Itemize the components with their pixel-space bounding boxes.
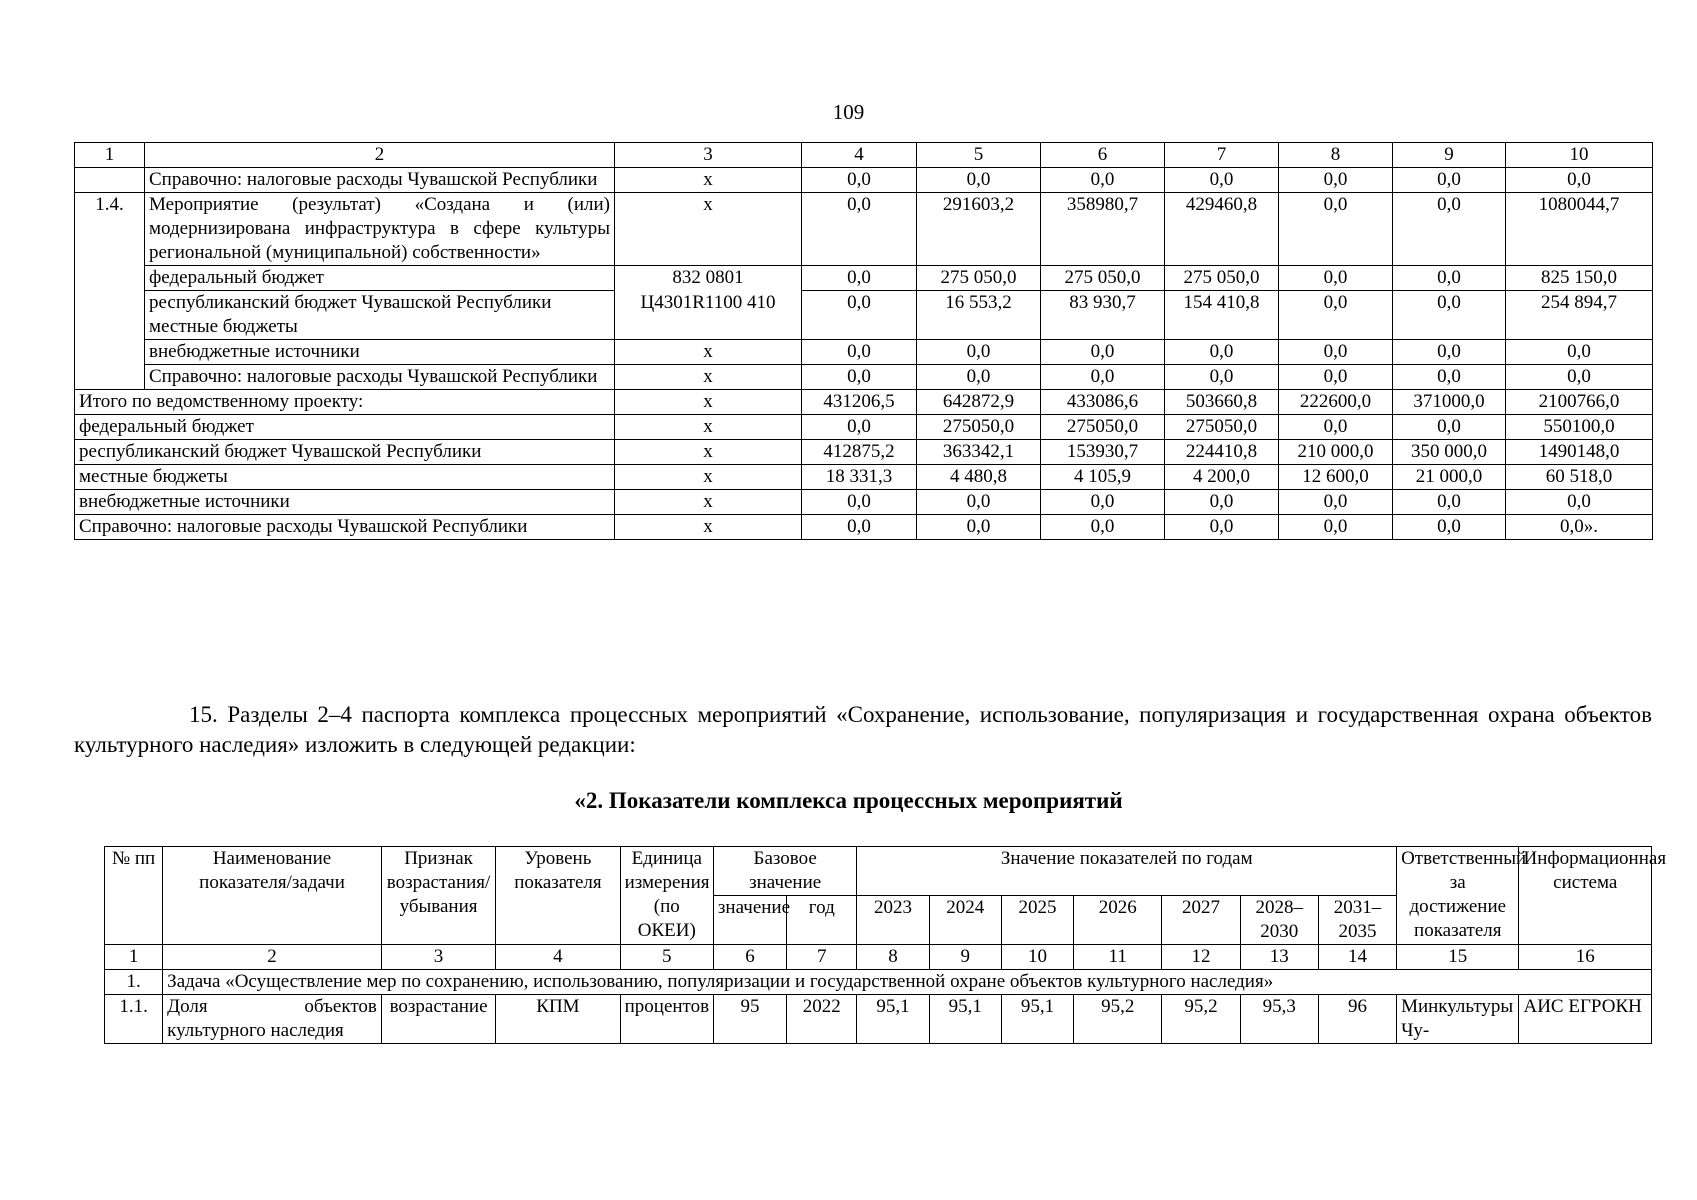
cell-value: 0,0 [1393,340,1506,365]
column-numbers-row [105,945,1652,970]
col-number: 4 [802,143,917,168]
cell-value: 16 553,2 [917,291,1041,340]
cell-value: 4 105,9 [1041,465,1165,490]
cell-value: 275 050,0 [1041,266,1165,291]
indicator-value: 95,1 [857,995,929,1044]
row-code: Ц4301R1100 410 [615,291,802,340]
header-year: 2024 [929,896,1001,945]
indicator-number: 1.1. [105,995,163,1044]
cell-value: 0,0 [1165,365,1279,390]
indicator-info-system: АИС ЕГРОКН [1519,995,1652,1044]
cell-value: 0,0 [1041,168,1165,193]
cell-value: 275 050,0 [1165,266,1279,291]
total-name: местные бюджеты [75,465,615,490]
indicator-row [105,995,1652,1044]
col-number: 3 [381,945,495,970]
cell-value: 0,0 [1279,515,1393,540]
cell-value: 0,0 [1393,193,1506,266]
cell-value: 0,0 [1506,168,1653,193]
cell-value: 0,0 [1279,168,1393,193]
col-number: 15 [1397,945,1519,970]
indicator-sign: возрастание [381,995,495,1044]
col-number: 3 [615,143,802,168]
cell-value: 224410,8 [1165,440,1279,465]
cell-value: 18 331,3 [802,465,917,490]
row-name: внебюджетные источники [145,340,615,365]
cell-value: 0,0 [1165,515,1279,540]
total-name: федеральный бюджет [75,415,615,440]
col-number: 8 [1279,143,1393,168]
cell-value: 363342,1 [917,440,1041,465]
cell-value: 0,0 [802,291,917,340]
col-number: 9 [1393,143,1506,168]
cell-value: 358980,7 [1041,193,1165,266]
cell-value: 0,0 [1279,490,1393,515]
col-number: 2 [163,945,382,970]
header-base-year: год [787,896,857,945]
header-base-value: значение [713,896,786,945]
row-name-part: местные бюджеты [149,316,298,337]
total-row [75,390,1653,415]
col-number: 6 [1041,143,1165,168]
row-name: Мероприятие (результат) «Создана и (или) модернизирована инфраструктура в сфере культуры региональной (муниципальной) собственности» [145,193,615,266]
cell-value: 0,0 [1279,266,1393,291]
cell-value: 0,0 [1165,340,1279,365]
header-year: 2031–2035 [1318,896,1396,945]
row-name: Справочно: налоговые расходы Чувашской Республики [145,168,615,193]
indicator-value: 95,1 [1001,995,1073,1044]
cell-value: 0,0». [1506,515,1653,540]
row-code: х [615,440,802,465]
budget-table [74,142,1653,540]
section-heading: «2. Показатели комплекса процессных мероприятий [574,788,1123,813]
indicator-value: 95,2 [1074,995,1162,1044]
cell-value: 4 200,0 [1165,465,1279,490]
row-code: х [615,390,802,415]
total-name: республиканский бюджет Чувашской Республики [75,440,615,465]
indicator-base-value: 95 [713,995,786,1044]
cell-value: 0,0 [1393,365,1506,390]
cell-value: 154 410,8 [1165,291,1279,340]
col-number: 10 [1506,143,1653,168]
header-level: Уровень показателя [496,847,620,945]
cell-value: 371000,0 [1393,390,1506,415]
cell-value: 431206,5 [802,390,917,415]
table-row [75,266,1653,291]
total-row [75,490,1653,515]
cell-value: 83 930,7 [1041,291,1165,340]
cell-value: 222600,0 [1279,390,1393,415]
col-number: 11 [1074,945,1162,970]
total-name: Итого по ведомственному проекту: [75,390,615,415]
cell-value: 1080044,7 [1506,193,1653,266]
cell-value: 642872,9 [917,390,1041,415]
col-number: 12 [1162,945,1240,970]
total-row [75,415,1653,440]
cell-value: 429460,8 [1165,193,1279,266]
cell-value: 0,0 [1041,365,1165,390]
page-number: 109 [832,100,865,124]
row-number [75,168,145,193]
indicator-unit: процентов [620,995,713,1044]
table-row [75,365,1653,390]
row-code: х [615,515,802,540]
cell-value: 2100766,0 [1506,390,1653,415]
cell-value: 0,0 [1165,490,1279,515]
col-number: 6 [713,945,786,970]
header-years: Значение показателей по годам [857,847,1397,896]
row-name: Справочно: налоговые расходы Чувашской Республики [145,365,615,390]
col-number: 8 [857,945,929,970]
header-sign: Признак возрастания/убывания [381,847,495,945]
header-unit: Единица измерения (по ОКЕИ) [620,847,713,945]
cell-value: 0,0 [917,340,1041,365]
header-info-system: Информационная система [1519,847,1652,945]
col-number: 14 [1318,945,1396,970]
budget-table-header-row [75,143,1653,168]
cell-value: 0,0 [1041,490,1165,515]
row-code: х [615,340,802,365]
cell-value: 0,0 [1279,291,1393,340]
cell-value: 275050,0 [1165,415,1279,440]
cell-value: 550100,0 [1506,415,1653,440]
cell-value: 0,0 [802,490,917,515]
indicators-table [104,846,1667,1044]
total-row [75,440,1653,465]
row-number: 1.4. [75,193,145,390]
cell-value: 0,0 [1506,340,1653,365]
indicator-level: КПМ [496,995,620,1044]
cell-value: 412875,2 [802,440,917,465]
indicator-name: Доля объектов культурного наследия [163,995,382,1044]
row-code: х [615,465,802,490]
cell-value: 0,0 [1165,168,1279,193]
cell-value: 275 050,0 [917,266,1041,291]
header-name: Наименование показателя/задачи [163,847,382,945]
row-name-part: республиканский бюджет Чувашской Республики [149,292,552,313]
cell-value: 0,0 [1393,415,1506,440]
col-number: 10 [1001,945,1073,970]
total-row [75,515,1653,540]
cell-value: 0,0 [1279,193,1393,266]
cell-value: 433086,6 [1041,390,1165,415]
cell-value: 0,0 [917,490,1041,515]
row-code: 832 0801 [615,266,802,291]
cell-value: 0,0 [1393,266,1506,291]
total-name: Справочно: налоговые расходы Чувашской Республики [75,515,615,540]
table-row [75,291,1653,340]
cell-value: 0,0 [1506,490,1653,515]
indicator-value: 96 [1318,995,1396,1044]
row-code: х [615,168,802,193]
table-row [75,340,1653,365]
indicator-responsible: Минкультуры Чу- [1397,995,1519,1044]
task-row [105,970,1652,995]
cell-value: 0,0 [1041,340,1165,365]
row-code: х [615,193,802,266]
cell-value: 0,0 [1041,515,1165,540]
cell-value: 0,0 [802,415,917,440]
indicator-value: 95,2 [1162,995,1240,1044]
col-number: 4 [496,945,620,970]
cell-value: 0,0 [1506,365,1653,390]
row-code: х [615,490,802,515]
cell-value: 0,0 [802,365,917,390]
cell-value: 0,0 [802,340,917,365]
cell-value: 350 000,0 [1393,440,1506,465]
row-code: х [615,415,802,440]
col-number: 5 [620,945,713,970]
cell-value: 60 518,0 [1506,465,1653,490]
cell-value: 825 150,0 [1506,266,1653,291]
cell-value: 291603,2 [917,193,1041,266]
col-number: 7 [1165,143,1279,168]
indicator-base-year: 2022 [787,995,857,1044]
task-text: Задача «Осуществление мер по сохранению, использованию, популяризации и государственной охране объектов культурного наследия» [163,970,1652,995]
header-responsible: Ответственный за достижение показателя [1397,847,1519,945]
header-year: 2027 [1162,896,1240,945]
row-code: х [615,365,802,390]
cell-value: 0,0 [802,168,917,193]
task-number: 1. [105,970,163,995]
cell-value: 275050,0 [1041,415,1165,440]
cell-value: 0,0 [1393,291,1506,340]
indicator-value: 95,1 [929,995,1001,1044]
cell-value: 1490148,0 [1506,440,1653,465]
col-number: 5 [917,143,1041,168]
cell-value: 12 600,0 [1279,465,1393,490]
col-number: 7 [787,945,857,970]
header-base: Базовое значение [713,847,856,896]
row-name [145,291,615,340]
indicator-value: 95,3 [1240,995,1318,1044]
table-row [75,168,1653,193]
cell-value: 0,0 [802,266,917,291]
cell-value: 0,0 [1279,365,1393,390]
table-row [75,193,1653,266]
cell-value: 0,0 [917,515,1041,540]
cell-value: 21 000,0 [1393,465,1506,490]
total-row [75,465,1653,490]
cell-value: 0,0 [917,365,1041,390]
cell-value: 153930,7 [1041,440,1165,465]
col-number: 2 [145,143,615,168]
col-number: 1 [105,945,163,970]
cell-value: 0,0 [1393,490,1506,515]
header-num: № пп [105,847,163,945]
cell-value: 0,0 [1279,415,1393,440]
total-name: внебюджетные источники [75,490,615,515]
cell-value: 0,0 [1393,515,1506,540]
cell-value: 0,0 [917,168,1041,193]
header-year: 2023 [857,896,929,945]
cell-value: 0,0 [1393,168,1506,193]
indicators-header-row [105,847,1652,896]
header-year: 2026 [1074,896,1162,945]
cell-value: 0,0 [1279,340,1393,365]
header-year: 2028–2030 [1240,896,1318,945]
col-number: 13 [1240,945,1318,970]
amendment-paragraph: 15. Разделы 2–4 паспорта комплекса процессных мероприятий «Сохранение, использование, популяризация и государственная охрана объектов культурного наследия» изложить в следующей редакции: [74,702,1652,757]
cell-value: 210 000,0 [1279,440,1393,465]
header-year: 2025 [1001,896,1073,945]
cell-value: 275050,0 [917,415,1041,440]
col-number: 1 [75,143,145,168]
cell-value: 503660,8 [1165,390,1279,415]
col-number: 9 [929,945,1001,970]
row-name: федеральный бюджет [145,266,615,291]
cell-value: 0,0 [802,515,917,540]
col-number: 16 [1519,945,1652,970]
cell-value: 4 480,8 [917,465,1041,490]
cell-value: 0,0 [802,193,917,266]
cell-value: 254 894,7 [1506,291,1653,340]
